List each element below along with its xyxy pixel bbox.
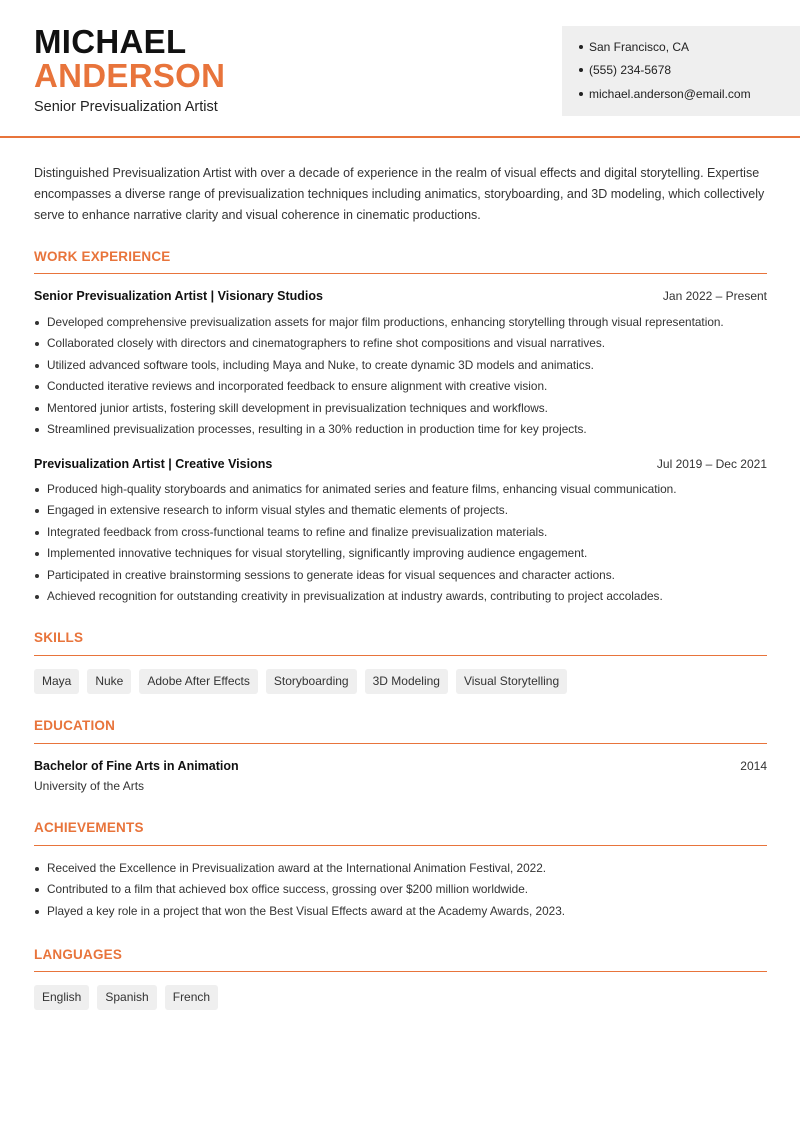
skills-list — [34, 669, 567, 694]
list-item: Mentored junior artists, fostering skill development in previsualization techniques and workflows. — [34, 398, 774, 419]
job-dates: Jan 2022 – Present — [662, 289, 767, 303]
contact-phone — [579, 63, 671, 77]
list-item: Contributed to a film that achieved box office success, grossing over $200 million worldwide. — [34, 879, 774, 900]
contact-email — [579, 87, 751, 101]
section-divider — [34, 743, 767, 744]
phone-text: (555) 234-5678 — [589, 63, 672, 77]
section-title-work: WORK EXPERIENCE — [34, 249, 171, 264]
contact-box — [562, 26, 800, 116]
job-bullets-2 — [34, 479, 774, 607]
skill-chip: Storyboarding — [266, 669, 357, 694]
list-item: Played a key role in a project that won the Best Visual Effects award at the Academy Awards, 2023. — [34, 901, 774, 922]
education-school: University of the Arts — [34, 779, 145, 793]
skill-chip: 3D Modeling — [365, 669, 448, 694]
list-item: Conducted iterative reviews and incorporated feedback to ensure alignment with creative vision. — [34, 376, 774, 397]
email-text: michael.anderson@email.com — [589, 87, 751, 101]
education-year: 2014 — [740, 759, 767, 773]
list-item: Participated in creative brainstorming sessions to generate ideas for visual sequences and character actions. — [34, 565, 774, 586]
resume-header — [0, 0, 800, 138]
languages-list — [34, 985, 218, 1010]
skill-chip: Adobe After Effects — [139, 669, 258, 694]
summary: Distinguished Previsualization Artist with over a decade of experience in the realm of visual effects and digital storytelling. Expertise encompasses a diverse range of previsualization techniques including animatics, storyboarding, and 3D modeling, which collectively serve to enhance narrative clarity and visual coherence in cinematic productions. — [34, 166, 765, 222]
location-text: San Francisco, CA — [589, 40, 690, 54]
list-item: Collaborated closely with directors and cinematographers to refine shot compositions and visual narratives. — [34, 333, 774, 354]
first-name: MICHAEL — [34, 23, 187, 60]
education-degree: Bachelor of Fine Arts in Animation — [34, 759, 239, 773]
job-bullets-1 — [34, 312, 774, 440]
list-item: Developed comprehensive previsualization assets for major film productions, enhancing storytelling through visual representation. — [34, 312, 774, 333]
bullet-icon — [579, 45, 583, 49]
job-role: Previsualization Artist | Creative Visions — [34, 457, 273, 471]
language-chip: English — [34, 985, 89, 1010]
list-item: Produced high-quality storyboards and animatics for animated series and feature films, enhancing visual communication. — [34, 479, 774, 500]
section-title-education: EDUCATION — [34, 718, 116, 733]
job-title: Senior Previsualization Artist — [34, 99, 218, 115]
job-header-1 — [34, 289, 767, 307]
last-name: ANDERSON — [34, 57, 226, 94]
skill-chip: Nuke — [87, 669, 131, 694]
achievements-list — [34, 858, 774, 922]
language-chip: French — [165, 985, 218, 1010]
section-title-languages: LANGUAGES — [34, 947, 123, 962]
job-role: Senior Previsualization Artist | Visionary Studios — [34, 289, 323, 303]
list-item: Received the Excellence in Previsualization award at the International Animation Festival, 2022. — [34, 858, 774, 879]
contact-location — [579, 40, 689, 54]
job-header-2 — [34, 457, 767, 475]
skill-chip: Visual Storytelling — [456, 669, 567, 694]
list-item: Integrated feedback from cross-functional teams to refine and finalize previsualization materials. — [34, 522, 774, 543]
bullet-icon — [579, 68, 583, 72]
job-dates: Jul 2019 – Dec 2021 — [656, 457, 767, 471]
list-item: Achieved recognition for outstanding creativity in previsualization at industry awards, contributing to project accolades. — [34, 586, 774, 607]
list-item: Utilized advanced software tools, including Maya and Nuke, to create dynamic 3D models and animatics. — [34, 355, 774, 376]
section-divider — [34, 845, 767, 846]
section-divider — [34, 273, 767, 274]
section-divider — [34, 971, 767, 972]
section-divider — [34, 655, 767, 656]
skill-chip: Maya — [34, 669, 79, 694]
section-title-skills: SKILLS — [34, 630, 84, 645]
section-title-achievements: ACHIEVEMENTS — [34, 820, 144, 835]
list-item: Streamlined previsualization processes, resulting in a 30% reduction in production time for key projects. — [34, 419, 774, 440]
list-item: Engaged in extensive research to inform visual styles and thematic elements of projects. — [34, 500, 774, 521]
list-item: Implemented innovative techniques for visual storytelling, significantly improving audience engagement. — [34, 543, 774, 564]
bullet-icon — [579, 92, 583, 96]
language-chip: Spanish — [97, 985, 156, 1010]
